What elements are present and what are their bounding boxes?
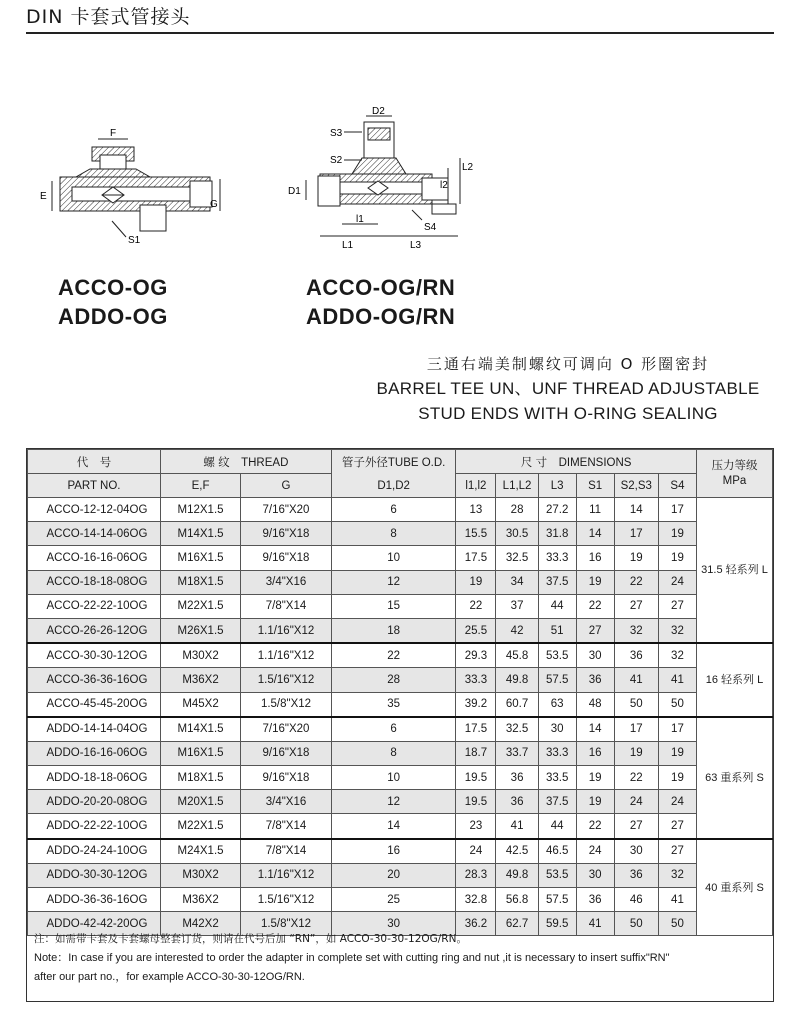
column-header: L1,L2 xyxy=(496,474,538,498)
table-row xyxy=(28,888,773,912)
table-cell: 3/4"X16 xyxy=(241,790,332,814)
table-cell: 6 xyxy=(331,498,456,522)
label-L3: L3 xyxy=(410,240,422,251)
table-cell: 36 xyxy=(614,863,658,887)
model-name: ADDO-OG xyxy=(58,304,168,329)
table-cell: 41 xyxy=(614,668,658,692)
table-cell: 17 xyxy=(658,498,696,522)
header-thread: 螺 纹 THREAD xyxy=(160,450,331,474)
part-number-cell: ADDO-20-20-08OG xyxy=(28,790,161,814)
table-cell: 60.7 xyxy=(496,692,538,717)
table-cell: 9/16"X18 xyxy=(241,741,332,765)
table-cell: 16 xyxy=(331,839,456,864)
table-cell: 12 xyxy=(331,790,456,814)
table-cell: 20 xyxy=(331,863,456,887)
table-cell: 41 xyxy=(576,912,614,936)
table-cell: 36 xyxy=(496,790,538,814)
table-cell: 19 xyxy=(576,790,614,814)
table-cell: 30 xyxy=(576,643,614,668)
column-header: l1,l2 xyxy=(456,474,496,498)
header-tube-label: 管子外径TUBE O.D. xyxy=(341,457,446,469)
part-number-cell: ADDO-18-18-06OG xyxy=(28,766,161,790)
table-cell: 19 xyxy=(658,546,696,570)
table-cell: 27 xyxy=(658,594,696,618)
part-number-cell: ACCO-30-30-12OG xyxy=(28,643,161,668)
table-cell: 32 xyxy=(658,643,696,668)
model-name: ACCO-OG/RN xyxy=(306,275,456,300)
table-cell: 14 xyxy=(576,717,614,742)
label-S4: S4 xyxy=(424,222,437,233)
table-cell: 51 xyxy=(538,618,576,643)
table-cell: 15.5 xyxy=(456,522,496,546)
table-cell: 1.5/16"X12 xyxy=(241,888,332,912)
table-cell: 34 xyxy=(496,570,538,594)
table-cell: 11 xyxy=(576,498,614,522)
table-cell: M45X2 xyxy=(160,692,240,717)
table-cell: 17.5 xyxy=(456,546,496,570)
table-cell: 12 xyxy=(331,570,456,594)
table-cell: 53.5 xyxy=(538,643,576,668)
table-cell: 57.5 xyxy=(538,668,576,692)
table-cell: 17 xyxy=(658,717,696,742)
table-cell: 24 xyxy=(576,839,614,864)
table-cell: 32 xyxy=(614,618,658,643)
table-cell: 14 xyxy=(576,522,614,546)
table-cell: 31.8 xyxy=(538,522,576,546)
label-D1: D1 xyxy=(288,186,301,197)
table-cell: 27.2 xyxy=(538,498,576,522)
table-cell: 30.5 xyxy=(496,522,538,546)
label-E: E xyxy=(40,191,47,202)
table-cell: 30 xyxy=(538,717,576,742)
table-row xyxy=(28,498,773,522)
part-number-cell: ACCO-14-14-06OG xyxy=(28,522,161,546)
table-cell: 32.5 xyxy=(496,717,538,742)
table-cell: 9/16"X18 xyxy=(241,766,332,790)
table-cell: M20X1.5 xyxy=(160,790,240,814)
page-title: DIN 卡套式管接头 xyxy=(26,6,191,28)
note-en-line2: after our part no.，for example ACCO-30-30-12OG/RN. xyxy=(34,971,305,983)
table-cell: 16 xyxy=(576,546,614,570)
table-cell: 1.5/8"X12 xyxy=(241,912,332,936)
notes xyxy=(34,930,764,987)
table-cell: 48 xyxy=(576,692,614,717)
table-cell: M36X2 xyxy=(160,668,240,692)
table-cell: M42X2 xyxy=(160,912,240,936)
table-cell: 33.5 xyxy=(538,766,576,790)
note-cn: 注：如需带卡套及卡套螺母整套订货，则请在代号后加 “RN”，如 ACCO-30-30-12OG/RN。 xyxy=(34,933,467,945)
table-cell: 7/8"X14 xyxy=(241,814,332,839)
column-header: S1 xyxy=(576,474,614,498)
table-cell: 32.8 xyxy=(456,888,496,912)
table-cell: 7/16"X20 xyxy=(241,498,332,522)
table-cell: 16 xyxy=(576,741,614,765)
table-row xyxy=(28,522,773,546)
table-cell: 53.5 xyxy=(538,863,576,887)
table-cell: 17.5 xyxy=(456,717,496,742)
model-names-left xyxy=(58,273,168,331)
label-L1: L1 xyxy=(342,240,354,251)
table-cell: 7/16"X20 xyxy=(241,717,332,742)
table-cell: M24X1.5 xyxy=(160,839,240,864)
table-cell: 8 xyxy=(331,522,456,546)
label-L2: L2 xyxy=(462,162,474,173)
table-cell: 27 xyxy=(658,814,696,839)
model-names-right xyxy=(306,273,455,331)
table-cell: 25 xyxy=(331,888,456,912)
table-cell: 1.5/8"X12 xyxy=(241,692,332,717)
description-cn: 三通右端美制螺纹可调向 O 形圈密封 xyxy=(426,355,710,373)
table-row xyxy=(28,766,773,790)
table-cell: 25.5 xyxy=(456,618,496,643)
table-cell: 63 xyxy=(538,692,576,717)
table-cell: 10 xyxy=(331,546,456,570)
header-dimensions: 尺 寸 DIMENSIONS xyxy=(456,450,697,474)
label-S3: S3 xyxy=(330,128,343,139)
spec-table-frame xyxy=(26,448,774,1002)
table-cell: 46.5 xyxy=(538,839,576,864)
table-row xyxy=(28,863,773,887)
table-cell: 19 xyxy=(614,546,658,570)
table-cell: 50 xyxy=(614,912,658,936)
table-row xyxy=(28,570,773,594)
table-cell: 41 xyxy=(658,668,696,692)
table-cell: 19.5 xyxy=(456,766,496,790)
table-cell: 19 xyxy=(658,766,696,790)
label-G: G xyxy=(210,199,218,210)
table-cell: 27 xyxy=(614,814,658,839)
column-header: E,F xyxy=(160,474,240,498)
table-cell: 27 xyxy=(614,594,658,618)
table-cell: 49.8 xyxy=(496,863,538,887)
table-cell: 24 xyxy=(614,790,658,814)
table-cell: 18.7 xyxy=(456,741,496,765)
table-cell: M16X1.5 xyxy=(160,546,240,570)
column-header: S2,S3 xyxy=(614,474,658,498)
table-cell: 24 xyxy=(658,790,696,814)
column-header: S4 xyxy=(658,474,696,498)
table-cell: 41 xyxy=(658,888,696,912)
column-header: G xyxy=(241,474,332,498)
model-name: ACCO-OG xyxy=(58,275,168,300)
table-cell: 57.5 xyxy=(538,888,576,912)
table-cell: 22 xyxy=(331,643,456,668)
table-cell: 19.5 xyxy=(456,790,496,814)
table-cell: 23 xyxy=(456,814,496,839)
table-cell: 37.5 xyxy=(538,570,576,594)
table-cell: 50 xyxy=(658,912,696,936)
table-cell: 1.1/16"X12 xyxy=(241,618,332,643)
table-cell: 29.3 xyxy=(456,643,496,668)
header-pressure: 压力等级 MPa xyxy=(696,450,772,498)
pressure-grade-cell: 16 轻系列 L xyxy=(696,643,772,717)
table-cell: 30 xyxy=(576,863,614,887)
label-l2: l2 xyxy=(440,180,448,191)
table-cell: 56.8 xyxy=(496,888,538,912)
table-cell: 19 xyxy=(658,522,696,546)
table-cell: M12X1.5 xyxy=(160,498,240,522)
table-cell: 7/8"X14 xyxy=(241,594,332,618)
table-cell: M14X1.5 xyxy=(160,717,240,742)
label-S2: S2 xyxy=(330,155,343,166)
table-cell: 46 xyxy=(614,888,658,912)
table-cell: 8 xyxy=(331,741,456,765)
table-cell: 50 xyxy=(658,692,696,717)
part-number-cell: ACCO-26-26-12OG xyxy=(28,618,161,643)
table-cell: M18X1.5 xyxy=(160,766,240,790)
table-cell: 19 xyxy=(456,570,496,594)
part-number-cell: ADDO-24-24-10OG xyxy=(28,839,161,864)
table-cell: 24 xyxy=(658,570,696,594)
part-number-cell: ADDO-30-30-12OG xyxy=(28,863,161,887)
part-number-cell: ACCO-36-36-16OG xyxy=(28,668,161,692)
table-cell: 22 xyxy=(614,766,658,790)
part-number-cell: ACCO-16-16-06OG xyxy=(28,546,161,570)
table-cell: 36.2 xyxy=(456,912,496,936)
table-cell: 27 xyxy=(658,839,696,864)
table-cell: 59.5 xyxy=(538,912,576,936)
table-cell: 9/16"X18 xyxy=(241,522,332,546)
table-row xyxy=(28,814,773,839)
table-cell: M30X2 xyxy=(160,643,240,668)
product-description xyxy=(356,352,780,426)
model-name: ADDO-OG/RN xyxy=(306,304,456,329)
table-row xyxy=(28,790,773,814)
part-number-cell: ACCO-12-12-04OG xyxy=(28,498,161,522)
table-cell: M16X1.5 xyxy=(160,741,240,765)
part-number-cell: ACCO-22-22-10OG xyxy=(28,594,161,618)
table-cell: 49.8 xyxy=(496,668,538,692)
part-number-cell: ACCO-45-45-20OG xyxy=(28,692,161,717)
table-cell: 9/16"X18 xyxy=(241,546,332,570)
table-cell: 28.3 xyxy=(456,863,496,887)
table-cell: 1.5/16"X12 xyxy=(241,668,332,692)
table-cell: 45.8 xyxy=(496,643,538,668)
table-cell: 33.7 xyxy=(496,741,538,765)
fitting-drawing-left xyxy=(40,125,230,250)
table-cell: 44 xyxy=(538,594,576,618)
table-cell: 1.1/16"X12 xyxy=(241,643,332,668)
table-cell: 14 xyxy=(614,498,658,522)
table-row xyxy=(28,668,773,692)
pressure-grade-cell: 63 重系列 S xyxy=(696,717,772,839)
table-row xyxy=(28,692,773,717)
table-cell: 36 xyxy=(496,766,538,790)
table-cell: 22 xyxy=(576,814,614,839)
table-cell: 1.1/16"X12 xyxy=(241,863,332,887)
table-cell: 14 xyxy=(331,814,456,839)
table-cell: 39.2 xyxy=(456,692,496,717)
table-cell: 15 xyxy=(331,594,456,618)
table-cell: 32 xyxy=(658,618,696,643)
pressure-grade-cell: 31.5 轻系列 L xyxy=(696,498,772,644)
title-divider xyxy=(26,32,774,34)
table-cell: 24 xyxy=(456,839,496,864)
table-cell: 30 xyxy=(614,839,658,864)
part-number-cell: ADDO-36-36-16OG xyxy=(28,888,161,912)
table-cell: 30 xyxy=(331,912,456,936)
description-en-line1: BARREL TEE UN、UNF THREAD ADJUSTABLE xyxy=(376,379,760,398)
fitting-drawing-right xyxy=(282,108,472,253)
table-row xyxy=(28,741,773,765)
table-cell: 42 xyxy=(496,618,538,643)
pressure-grade-cell: 40 重系列 S xyxy=(696,839,772,936)
part-number-cell: ADDO-14-14-04OG xyxy=(28,717,161,742)
table-cell: M30X2 xyxy=(160,863,240,887)
table-cell: 42.5 xyxy=(496,839,538,864)
table-cell: 22 xyxy=(576,594,614,618)
header-code: 代 号 xyxy=(28,450,161,474)
table-cell: 6 xyxy=(331,717,456,742)
table-cell: 36 xyxy=(614,643,658,668)
part-number-cell: ADDO-22-22-10OG xyxy=(28,814,161,839)
table-cell: 3/4"X16 xyxy=(241,570,332,594)
part-number-cell: ACCO-18-18-08OG xyxy=(28,570,161,594)
table-cell: 28 xyxy=(496,498,538,522)
table-cell: 28 xyxy=(331,668,456,692)
table-cell: 33.3 xyxy=(456,668,496,692)
table-cell: 22 xyxy=(614,570,658,594)
column-header: L3 xyxy=(538,474,576,498)
description-en-line2: STUD ENDS WITH O-RING SEALING xyxy=(418,404,718,423)
table-cell: 37 xyxy=(496,594,538,618)
part-number-cell: ADDO-42-42-20OG xyxy=(28,912,161,936)
table-cell: M18X1.5 xyxy=(160,570,240,594)
table-cell: M14X1.5 xyxy=(160,522,240,546)
table-cell: 19 xyxy=(576,570,614,594)
column-header: D1,D2 xyxy=(377,480,410,492)
table-cell: 22 xyxy=(456,594,496,618)
spec-table xyxy=(27,449,773,936)
table-cell: 19 xyxy=(658,741,696,765)
table-row xyxy=(28,546,773,570)
table-cell: 41 xyxy=(496,814,538,839)
header-tube xyxy=(331,450,456,498)
table-row xyxy=(28,594,773,618)
table-cell: 32.5 xyxy=(496,546,538,570)
note-en-line1: Note：In case if you are interested to order the adapter in complete set with cutting ring and nut ,it is necessary to insert suffix"RN" xyxy=(34,952,670,964)
table-cell: 10 xyxy=(331,766,456,790)
table-cell: 44 xyxy=(538,814,576,839)
label-D2: D2 xyxy=(372,106,385,117)
table-cell: M22X1.5 xyxy=(160,814,240,839)
table-cell: 32 xyxy=(658,863,696,887)
table-row xyxy=(28,839,773,864)
table-cell: 33.3 xyxy=(538,741,576,765)
table-cell: 36 xyxy=(576,668,614,692)
table-cell: 62.7 xyxy=(496,912,538,936)
column-header: PART NO. xyxy=(28,474,161,498)
table-cell: 17 xyxy=(614,717,658,742)
table-row xyxy=(28,717,773,742)
table-cell: 50 xyxy=(614,692,658,717)
label-S1: S1 xyxy=(128,235,141,246)
table-cell: 37.5 xyxy=(538,790,576,814)
label-F: F xyxy=(110,128,117,139)
table-cell: 35 xyxy=(331,692,456,717)
table-cell: 27 xyxy=(576,618,614,643)
table-cell: 19 xyxy=(614,741,658,765)
table-cell: M36X2 xyxy=(160,888,240,912)
table-cell: M22X1.5 xyxy=(160,594,240,618)
part-number-cell: ADDO-16-16-06OG xyxy=(28,741,161,765)
table-cell: M26X1.5 xyxy=(160,618,240,643)
table-row xyxy=(28,618,773,643)
table-cell: 7/8"X14 xyxy=(241,839,332,864)
table-cell: 33.3 xyxy=(538,546,576,570)
table-cell: 13 xyxy=(456,498,496,522)
table-cell: 18 xyxy=(331,618,456,643)
table-cell: 17 xyxy=(614,522,658,546)
table-cell: 36 xyxy=(576,888,614,912)
label-l1: l1 xyxy=(356,214,364,225)
table-row xyxy=(28,643,773,668)
table-cell: 19 xyxy=(576,766,614,790)
